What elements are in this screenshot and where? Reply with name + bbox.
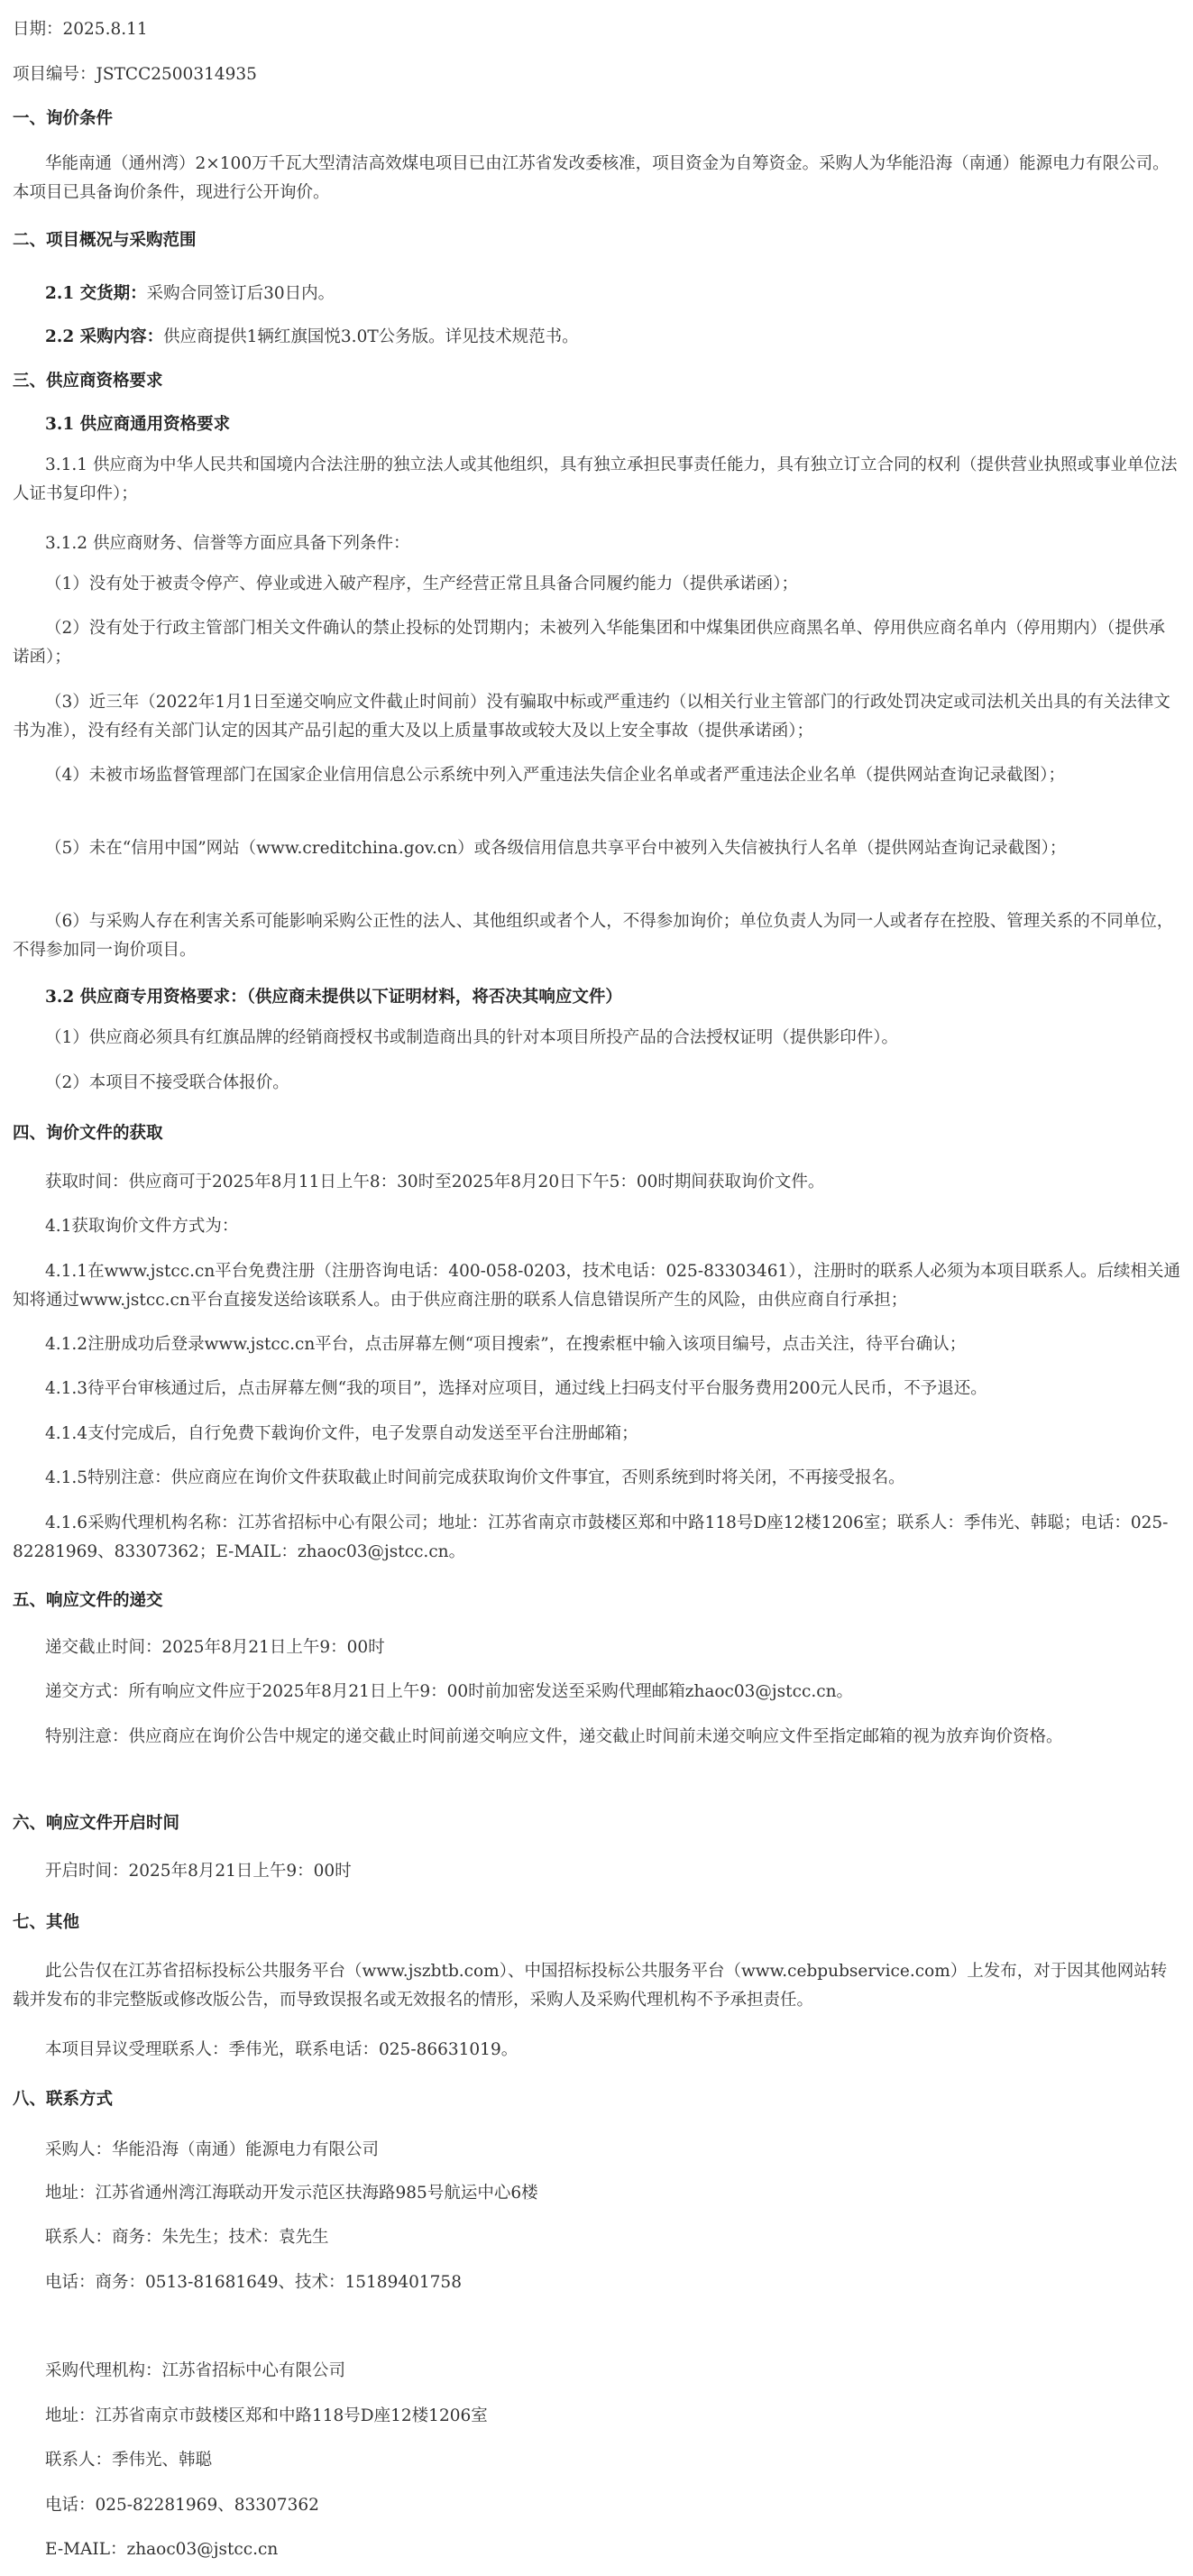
procurement-content-text: 供应商提供1辆红旗国悦3.0T公务版。详见技术规范书。 xyxy=(163,327,579,346)
agent-name: 采购代理机构：江苏省招标中心有限公司 xyxy=(45,2361,346,2380)
buyer-name: 采购人：华能沿海（南通）能源电力有限公司 xyxy=(45,2140,380,2159)
section-7-title: 七、其他 xyxy=(13,1913,80,1932)
date-line: 日期：2025.8.11 xyxy=(13,20,148,39)
submission-method: 递交方式：所有响应文件应于2025年8月21日上午9：00时前加密发送至采购代理邮箱zhaoc03@jstcc.cn。 xyxy=(45,1682,853,1701)
agent-address: 地址：江苏省南京市鼓楼区郑和中路118号D座12楼1206室 xyxy=(45,2406,488,2425)
clause-4-1-5: 4.1.5特别注意：供应商应在询价文件获取截止时间前完成获取询价文件事宜，否则系统到时将关闭，不再接受报名。 xyxy=(45,1468,905,1487)
delivery-period-label: 2.1 交货期： xyxy=(45,284,147,303)
section-1-paragraph: 华能南通（通州湾）2×100万千瓦大型清洁高效煤电项目已由江苏省发改委核准，项目资金为自筹资金。采购人为华能沿海（南通）能源电力有限公司。本项目已具备询价条件，现进行公开询价。 xyxy=(13,154,1170,202)
condition-1: （1）没有处于被责令停产、停业或进入破产程序，生产经营正常且具备合同履约能力（提供承诺函）； xyxy=(45,575,799,593)
submission-deadline: 递交截止时间：2025年8月21日上午9：00时 xyxy=(45,1638,385,1657)
clause-4-1-6: 4.1.6采购代理机构名称：江苏省招标中心有限公司；地址：江苏省南京市鼓楼区郑和中路118号D座12楼1206室；联系人：季伟光、韩聪；电话：025-82281969、83307362；E-MAIL：zhaoc03@jstcc.cn。 xyxy=(13,1513,1169,1561)
acquisition-time: 获取时间：供应商可于2025年8月11日上午8：30时至2025年8月20日下午5：00时期间获取询价文件。 xyxy=(45,1173,825,1191)
buyer-address: 地址：江苏省通州湾江海联动开发示范区扶海路985号航运中心6楼 xyxy=(45,2184,538,2203)
agent-email: E-MAIL：zhaoc03@jstcc.cn xyxy=(45,2540,279,2559)
general-qualification-heading: 3.1 供应商通用资格要求 xyxy=(45,415,231,434)
delivery-period-text: 采购合同签订后30日内。 xyxy=(146,284,335,303)
objection-contact: 本项目异议受理联系人：季伟光，联系电话：025-86631019。 xyxy=(45,2040,518,2059)
submission-special-note: 特别注意：供应商应在询价公告中规定的递交截止时间前递交响应文件，递交截止时间前未递交响应文件至指定邮箱的视为放弃询价资格。 xyxy=(45,1727,1063,1746)
clause-4-1-2: 4.1.2注册成功后登录www.jstcc.cn平台，点击屏幕左侧“项目搜索”，在搜索框中输入该项目编号，点击关注，待平台确认； xyxy=(45,1335,967,1354)
publication-notice: 此公告仅在江苏省招标投标公共服务平台（www.jszbtb.com）、中国招标投标公共服务平台（www.cebpubservice.com）上发布，对于因其他网站转载并发布的非完整版或修改版公告，而导致误报名或无效报名的情形，采购人及采购代理机构不予承担责任。 xyxy=(13,1962,1168,2010)
clause-3-1-2: 3.1.2 供应商财务、信誉等方面应具备下列条件： xyxy=(45,534,410,553)
clause-4-1-1: 4.1.1在www.jstcc.cn平台免费注册（注册咨询电话：400-058-0203，技术电话：025-83303461），注册时的联系人必须为本项目联系人。后续相关通知将通过www.jstcc.cn平台直接发送给该联系人。由于供应商注册的联系人信息错误所产生的风险，由供应商自行承担； xyxy=(13,1262,1180,1310)
clause-4-1-4: 4.1.4支付完成后，自行免费下载询价文件，电子发票自动发送至平台注册邮箱； xyxy=(45,1424,638,1443)
special-requirement-1: （1）供应商必须具有红旗品牌的经销商授权书或制造商出具的针对本项目所投产品的合法授权证明（提供影印件）。 xyxy=(45,1028,899,1047)
clause-4-1-3: 4.1.3待平台审核通过后，点击屏幕左侧“我的项目”，选择对应项目，通过线上扫码支付平台服务费用200元人民币，不予退还。 xyxy=(45,1379,987,1398)
opening-time: 开启时间：2025年8月21日上午9：00时 xyxy=(45,1862,352,1881)
buyer-phone: 电话：商务：0513-81681649、技术：15189401758 xyxy=(45,2273,462,2292)
condition-2: （2）没有处于行政主管部门相关文件确认的禁止投标的处罚期内；未被列入华能集团和中煤集团供应商黑名单、停用供应商名单内（停用期内）（提供承诺函）； xyxy=(13,619,1166,667)
condition-3: （3）近三年（2022年1月1日至递交响应文件截止时间前）没有骗取中标或严重违约（以相关行业主管部门的行政处罚决定或司法机关出具的有关法律文书为准），没有经有关部门认定的因其产品引起的重大及以上质量事故或较大及以上安全事故（提供承诺函）； xyxy=(13,693,1170,741)
condition-4: （4）未被市场监督管理部门在国家企业信用信息公示系统中列入严重违法失信企业名单或者严重违法企业名单（提供网站查询记录截图）； xyxy=(45,766,1066,785)
clause-3-1-1: 3.1.1 供应商为中华人民共和国境内合法注册的独立法人或其他组织，具有独立承担民事责任能力，具有独立订立合同的权利（提供营业执照或事业单位法人证书复印件）； xyxy=(13,455,1178,503)
delivery-period-line xyxy=(45,283,1180,305)
buyer-contact: 联系人：商务：朱先生；技术：袁先生 xyxy=(45,2228,329,2247)
section-4-title: 四、询价文件的获取 xyxy=(13,1124,163,1143)
section-3-title: 三、供应商资格要求 xyxy=(13,372,163,391)
section-1-title: 一、询价条件 xyxy=(13,109,114,128)
project-number-line: 项目编号：JSTCC2500314935 xyxy=(13,65,257,84)
procurement-content-line xyxy=(45,327,1180,348)
condition-5: （5）未在“信用中国”网站（www.creditchina.gov.cn）或各级信用信息共享平台中被列入失信被执行人名单（提供网站查询记录截图）； xyxy=(45,839,1067,858)
special-qualification-heading: 3.2 供应商专用资格要求：（供应商未提供以下证明材料，将否决其响应文件） xyxy=(45,988,622,1007)
section-6-title: 六、响应文件开启时间 xyxy=(13,1814,180,1833)
special-requirement-2: （2）本项目不接受联合体报价。 xyxy=(45,1073,289,1092)
agent-contact: 联系人：季伟光、韩聪 xyxy=(45,2451,213,2470)
condition-6: （6）与采购人存在利害关系可能影响采购公正性的法人、其他组织或者个人，不得参加询价；单位负责人为同一人或者存在控股、管理关系的不同单位，不得参加同一询价项目。 xyxy=(13,912,1174,960)
agent-phone: 电话：025-82281969、83307362 xyxy=(45,2496,319,2515)
section-5-title: 五、响应文件的递交 xyxy=(13,1591,163,1610)
section-2-title: 二、项目概况与采购范围 xyxy=(13,231,197,250)
section-8-title: 八、联系方式 xyxy=(13,2090,114,2109)
clause-4-1: 4.1获取询价文件方式为： xyxy=(45,1217,239,1236)
procurement-content-label: 2.2 采购内容： xyxy=(45,327,164,346)
